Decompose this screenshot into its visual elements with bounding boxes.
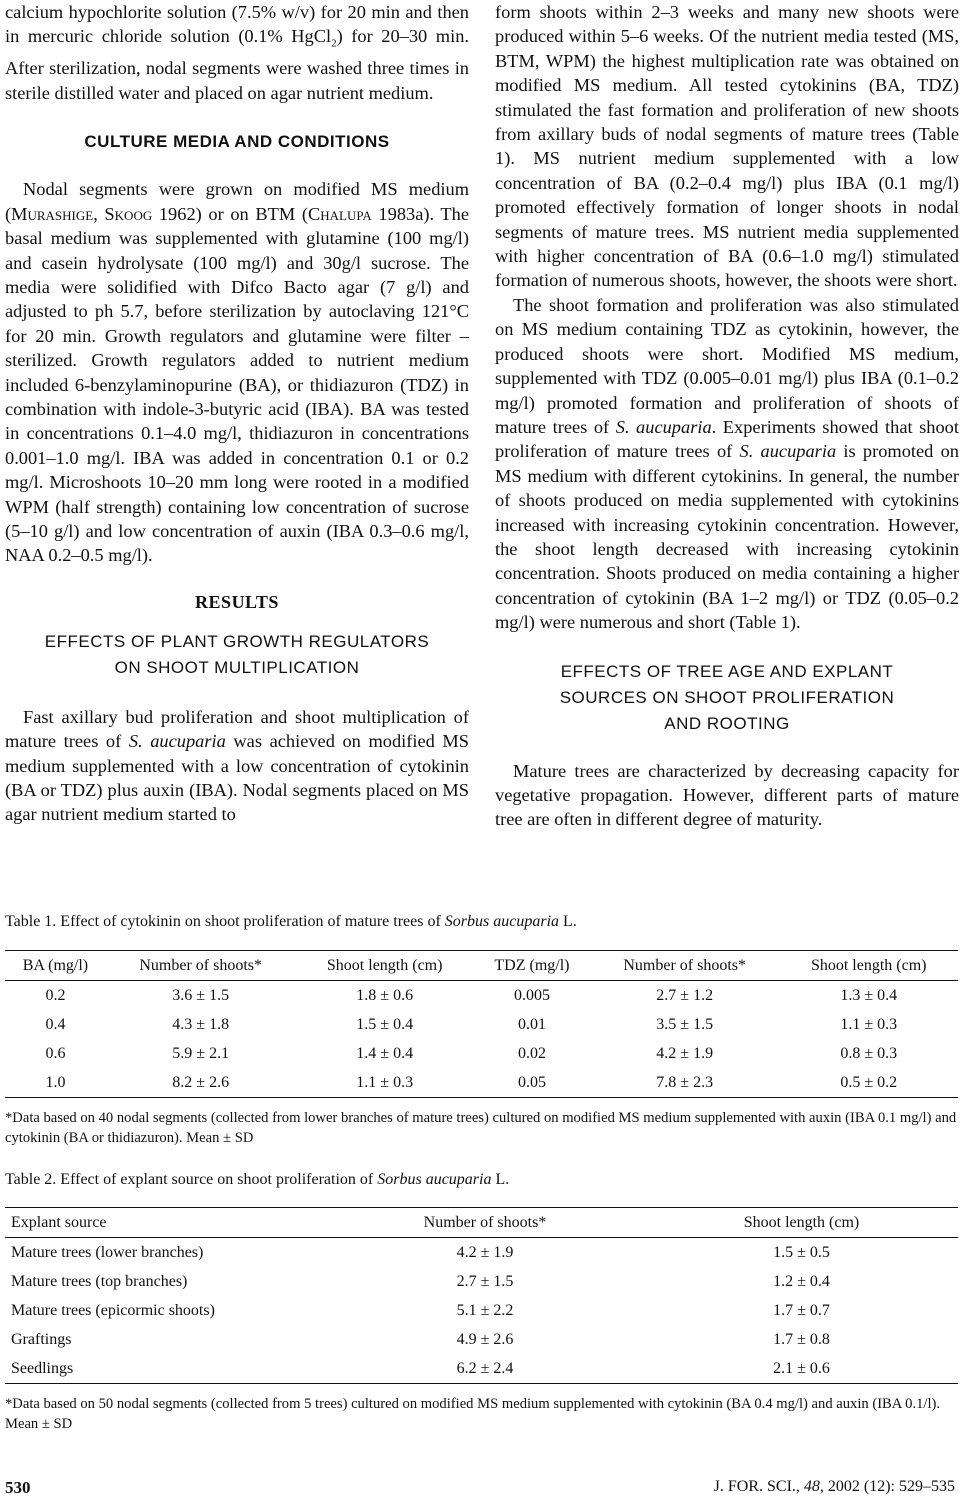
table-cell: 0.01	[517, 1015, 546, 1033]
table-row	[5, 1296, 958, 1325]
table-cell: 0.6	[45, 1044, 66, 1062]
table-cell: 8.2 ± 2.6	[172, 1073, 230, 1091]
table-cell: 5.9 ± 2.1	[172, 1044, 230, 1062]
table-cell: 1.4 ± 0.4	[356, 1044, 414, 1062]
table-1-caption	[5, 912, 958, 932]
culture-text-b: 1962) or on BTM (	[152, 203, 308, 224]
table-row	[5, 1267, 958, 1296]
page-number: 530	[5, 1478, 31, 1497]
table-cell: 1.0	[45, 1073, 66, 1091]
intro-paragraph	[5, 0, 469, 105]
table-header-row	[5, 1208, 958, 1238]
table-2-footnote: *Data based on 50 nodal segments (collected from 5 trees) cultured on modified MS medium supplemented with cytokinin (BA 0.4 mg/l) and auxin (IBA 0.1/l). Mean ± SD	[5, 1396, 941, 1432]
table-cell: 1.5 ± 0.4	[356, 1015, 414, 1033]
continuation-paragraph: form shoots within 2–3 weeks and many new shoots were produced within 5–6 weeks. Of the nutrient media tested (MS, BTM, WPM) the highest multiplication rate was obtained on modified MS medium. All tested cytokinins (BA, TDZ) stimulated the fast formation and proliferation of new shoots from axillary buds of nodal segments of mature trees (Table 1). MS nutrient medium supplemented with a low concentration of BA (0.2–0.4 mg/l) plus IBA (0.1 mg/l) promoted effectively formation of longer shoots in nodal segments of mature trees. MS nutrient media supplemented with higher concentration of BA (0.6–1.0 mg/l) stimulated formation of numerous shoots, however, the shoots were short.	[495, 2, 959, 291]
table-cell: 2.7 ± 1.2	[656, 986, 714, 1004]
table-row	[5, 1039, 958, 1068]
effects-heading-line1: EFFECTS OF PLANT GROWTH REGULATORS	[44, 631, 430, 651]
journal-volume: 48	[803, 1478, 820, 1495]
column-header: TDZ (mg/l)	[494, 956, 570, 974]
table-cell: 5.1 ± 2.2	[456, 1301, 514, 1319]
column-header: BA (mg/l)	[22, 956, 89, 974]
table-cell: 2.7 ± 1.5	[456, 1272, 514, 1290]
table-cell: 1.8 ± 0.6	[356, 986, 414, 1004]
species-name: S. aucuparia	[739, 441, 837, 462]
journal-issue: , 2002 (12): 529–535	[819, 1478, 955, 1495]
table-cell: 0.8 ± 0.3	[840, 1044, 898, 1062]
table-cell: 0.05	[517, 1073, 546, 1091]
tree-age-heading	[495, 659, 959, 737]
caption-text: Table 2. Effect of explant source on shoot proliferation of	[5, 1171, 378, 1188]
column-header: Shoot length (cm)	[743, 1213, 860, 1231]
column-header: Shoot length (cm)	[326, 956, 443, 974]
table-cell: 1.7 ± 0.8	[773, 1330, 830, 1348]
table-1-footnote: *Data based on 40 nodal segments (collected from lower branches of mature trees) cultured on modified MS medium supplemented with auxin (IBA 0.1 mg/l) and cytokinin (BA or thidiazuron). Mean ± SD	[5, 1110, 957, 1146]
intro-text: calcium hypochlorite solution (7.5% w/v) for 20 min and then in mercuric chloride solution (0.1% HgCl	[5, 2, 469, 47]
column-header: Explant source	[11, 1213, 107, 1231]
table-row	[5, 981, 958, 1011]
table-cell: Mature trees (top branches)	[11, 1272, 188, 1290]
table-cell: 4.2 ± 1.9	[456, 1243, 514, 1261]
effects-text-a: Fast axillary bud proliferation and shoot multiplication of mature trees of	[5, 706, 469, 752]
culture-text-a: Nodal segments were grown on modified MS medium (	[5, 179, 469, 224]
table-cell: Graftings	[11, 1330, 72, 1348]
table-cell: 1.7 ± 0.7	[773, 1301, 830, 1319]
intro-text-rest: ) for 20–30 min. After sterilization, nodal segments were washed three times in sterile distilled water and placed on agar nutrient medium.	[5, 26, 469, 103]
table-cell: 1.5 ± 0.5	[773, 1243, 830, 1261]
column-header: Number of shoots*	[139, 956, 263, 974]
results-heading: RESULTS	[195, 591, 279, 612]
table-cell: 0.02	[517, 1044, 546, 1062]
tree-age-heading-line2: SOURCES ON SHOOT PROLIFERATION	[559, 687, 895, 707]
table-cell: 7.8 ± 2.3	[656, 1073, 714, 1091]
tree-age-heading-line3: AND ROOTING	[664, 713, 790, 733]
caption-text-end: L.	[491, 1171, 510, 1188]
table-cell: Mature trees (lower branches)	[11, 1243, 204, 1261]
table-1-block	[5, 912, 958, 1148]
table-row	[5, 1010, 958, 1039]
table-cell: 1.2 ± 0.4	[773, 1272, 830, 1290]
table-cell: 1.1 ± 0.3	[840, 1015, 898, 1033]
table-row	[5, 1238, 958, 1268]
table-cell: 0.4	[45, 1015, 66, 1033]
table-cell: 4.2 ± 1.9	[656, 1044, 714, 1062]
table-2-block	[5, 1170, 958, 1434]
table-cell: 0.005	[513, 986, 550, 1004]
table-1	[5, 950, 958, 1098]
table-cell: 6.2 ± 2.4	[456, 1359, 514, 1377]
journal-citation	[714, 1478, 955, 1496]
table-cell: 0.5 ± 0.2	[840, 1073, 898, 1091]
table-row	[5, 1325, 958, 1354]
journal-name: J. FOR. SCI.,	[713, 1478, 804, 1495]
table-row	[5, 1068, 958, 1098]
tree-age-heading-line1: EFFECTS OF TREE AGE AND EXPLANT	[560, 661, 894, 681]
tdz-text-b: . Experiments showed that shoot proliferation of mature trees of	[495, 416, 959, 462]
citation-chalupa: Chalupa	[308, 203, 372, 224]
left-column	[5, 0, 469, 827]
table-cell: 1.1 ± 0.3	[356, 1073, 414, 1091]
table-cell: 4.9 ± 2.6	[456, 1330, 514, 1348]
table-cell: 1.3 ± 0.4	[840, 986, 898, 1004]
effects-heading-line2: ON SHOOT MULTIPLICATION	[114, 657, 360, 677]
table-cell: Mature trees (epicormic shoots)	[11, 1301, 215, 1319]
right-column	[495, 0, 959, 832]
effects-text-b: was achieved on modified MS medium supplemented with a low concentration of cytokinin (BA or TDZ) plus auxin (IBA). Nodal segments placed on MS agar nutrient medium started to	[5, 731, 470, 825]
culture-paragraph	[5, 177, 469, 568]
species-name: S. aucuparia	[128, 731, 226, 752]
tdz-paragraph	[495, 293, 959, 635]
table-2	[5, 1207, 958, 1384]
species-name: Sorbus aucuparia	[444, 913, 560, 930]
effects-paragraph	[5, 705, 469, 827]
culture-heading: CULTURE MEDIA AND CONDITIONS	[84, 132, 390, 152]
table-cell: 3.6 ± 1.5	[172, 986, 230, 1004]
table-2-caption	[5, 1170, 958, 1190]
caption-text: Table 1. Effect of cytokinin on shoot proliferation of mature trees of	[5, 913, 445, 930]
species-name: S. aucuparia	[615, 416, 712, 437]
column-header: Number of shoots*	[623, 956, 747, 974]
table-cell: Seedlings	[11, 1359, 74, 1377]
culture-text-c: 1983a). The basal medium was supplemented with glutamine (100 mg/l) and casein hydrolysate (100 mg/l) and 30g/l sucrose. The media were solidified with Difco Bacto agar (7 g/l) and adjusted to ph 5.7, before sterilization by autoclaving 121°C for 20 min. Growth regulators and glutamine were filter – sterilized. Growth regulators added to nutrient medium included 6-benzylaminopurine (BA), or thidiazuron (TDZ) in combination with indole-3-butyric acid (IBA). BA was tested in concentrations 0.1–4.0 mg/l, thidiazuron in concentrations 0.001–1.0 mg/l. IBA was added in concentration 0.1 or 0.2 mg/l. Microshoots 10–20 mm long were rooted in a modified WPM (half strength) containing low concentration of sucrose (5–10 g/l) and low concentration of auxin (IBA 0.3–0.6 mg/l, NAA 0.2–0.5 mg/l).	[5, 203, 469, 566]
caption-text-end: L.	[559, 913, 577, 930]
table-row	[5, 1354, 958, 1384]
effects-heading	[5, 629, 469, 681]
table-cell: 2.1 ± 0.6	[773, 1359, 830, 1377]
table-cell: 0.2	[45, 986, 66, 1004]
table-cell: 3.5 ± 1.5	[656, 1015, 714, 1033]
table-header-row	[5, 951, 958, 981]
species-name: Sorbus aucuparia	[377, 1171, 492, 1188]
tree-age-paragraph: Mature trees are characterized by decreasing capacity for vegetative propagation. However, different parts of mature tree are often in different degree of maturity.	[495, 760, 959, 830]
column-header: Shoot length (cm)	[810, 956, 927, 974]
table-cell: 4.3 ± 1.8	[172, 1015, 230, 1033]
tdz-text-c: is promoted on MS medium with different cytokinins. In general, the number of shoots produced on media supplemented with cytokinins increased with increasing cytokinin concentration. However, the shoot length decreased with increasing cytokinin concentration. Shoots produced on media containing a higher concentration of cytokinin (BA 1–2 mg/l) or TDZ (0.05–0.2 mg/l) were numerous and short (Table 1).	[495, 441, 960, 633]
tdz-text-a: The shoot formation and proliferation was also stimulated on MS medium containing TDZ as cytokinin, however, the produced shoots were short. Modified MS medium, supplemented with TDZ (0.005–0.01 mg/l) plus IBA (0.1–0.2 mg/l) promoted formation and proliferation of shoots of mature trees of	[495, 294, 959, 437]
citation-murashige: Murashige, Skoog	[11, 203, 153, 224]
subscript: 2	[331, 38, 337, 51]
column-header: Number of shoots*	[423, 1213, 547, 1231]
